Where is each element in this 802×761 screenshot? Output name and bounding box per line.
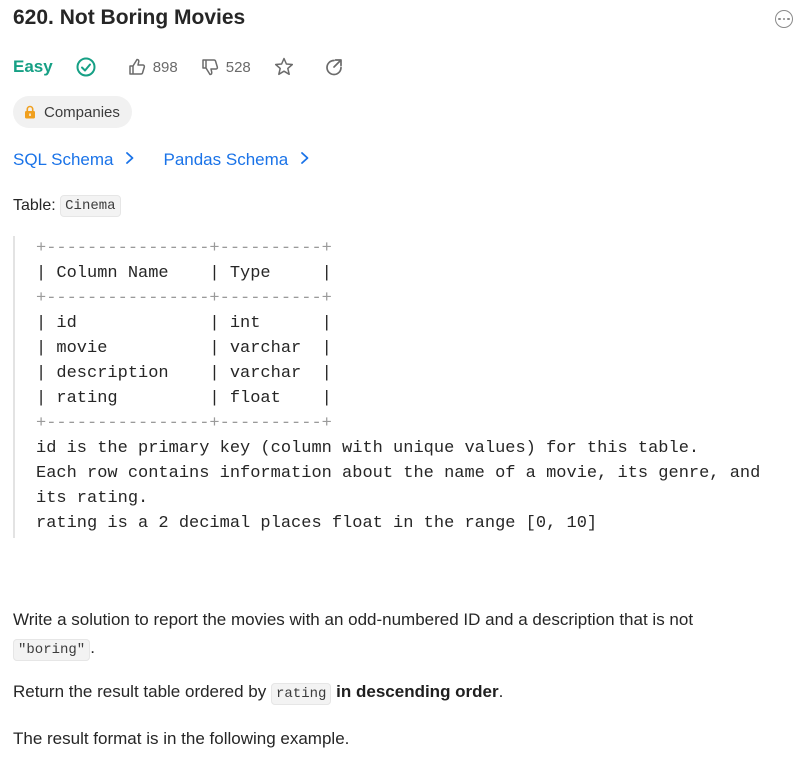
pandas-schema-label: Pandas Schema — [163, 150, 289, 169]
schema-block — [13, 236, 793, 538]
share-icon[interactable] — [323, 56, 345, 78]
chevron-right-icon — [125, 151, 135, 170]
order-paragraph — [13, 678, 503, 708]
schema-links — [13, 148, 310, 172]
table-name-code: Cinema — [60, 195, 120, 217]
order-end: . — [498, 682, 504, 701]
description-paragraph — [13, 606, 773, 664]
schema-line: Each row contains information about the name of a movie, its genre, and — [36, 464, 761, 483]
dislike-count: 528 — [225, 58, 251, 76]
schema-line: +----------------+----------+ — [36, 289, 332, 308]
table-label: Table: — [13, 197, 56, 214]
schema-line: +----------------+----------+ — [36, 239, 332, 258]
schema-line: id is the primary key (column with unique values) for this table. — [36, 439, 700, 458]
rating-code: rating — [271, 683, 331, 705]
sql-schema-link[interactable] — [13, 150, 135, 170]
schema-line: | rating | float | — [36, 389, 332, 408]
pandas-schema-link[interactable] — [163, 150, 310, 170]
more-options-icon[interactable] — [775, 10, 793, 28]
companies-label: Companies — [44, 103, 120, 121]
schema-pre — [36, 236, 793, 536]
companies-chip[interactable] — [13, 96, 132, 128]
boring-code: "boring" — [13, 639, 90, 661]
page-title: 620. Not Boring Movies — [13, 6, 246, 29]
schema-line: | id | int | — [36, 314, 332, 333]
like-count: 898 — [152, 58, 178, 76]
table-label-line — [13, 195, 121, 217]
lock-icon — [23, 105, 37, 119]
difficulty-badge: Easy — [13, 57, 53, 76]
solved-check-icon — [75, 56, 97, 78]
favorite-star-icon[interactable] — [273, 56, 295, 78]
chevron-right-icon — [300, 151, 310, 170]
schema-line: | description | varchar | — [36, 364, 332, 383]
description-text: Write a solution to report the movies with an odd-numbered ID and a description that is not — [13, 610, 694, 629]
order-emphasis: in descending order — [336, 682, 499, 701]
dislike-button[interactable] — [200, 57, 273, 77]
schema-line: +----------------+----------+ — [36, 414, 332, 433]
schema-line: its rating. — [36, 489, 149, 508]
problem-meta — [13, 52, 345, 82]
thumbs-up-icon — [127, 57, 147, 77]
thumbs-down-icon — [200, 57, 220, 77]
order-text: Return the result table ordered by — [13, 682, 267, 701]
description-end: . — [90, 638, 95, 657]
schema-line: rating is a 2 decimal places float in the range [0, 10] — [36, 514, 598, 533]
format-paragraph: The result format is in the following example. — [13, 729, 350, 748]
schema-line: | Column Name | Type | — [36, 264, 332, 283]
sql-schema-label: SQL Schema — [13, 150, 114, 169]
like-button[interactable] — [127, 57, 200, 77]
schema-line: | movie | varchar | — [36, 339, 332, 358]
